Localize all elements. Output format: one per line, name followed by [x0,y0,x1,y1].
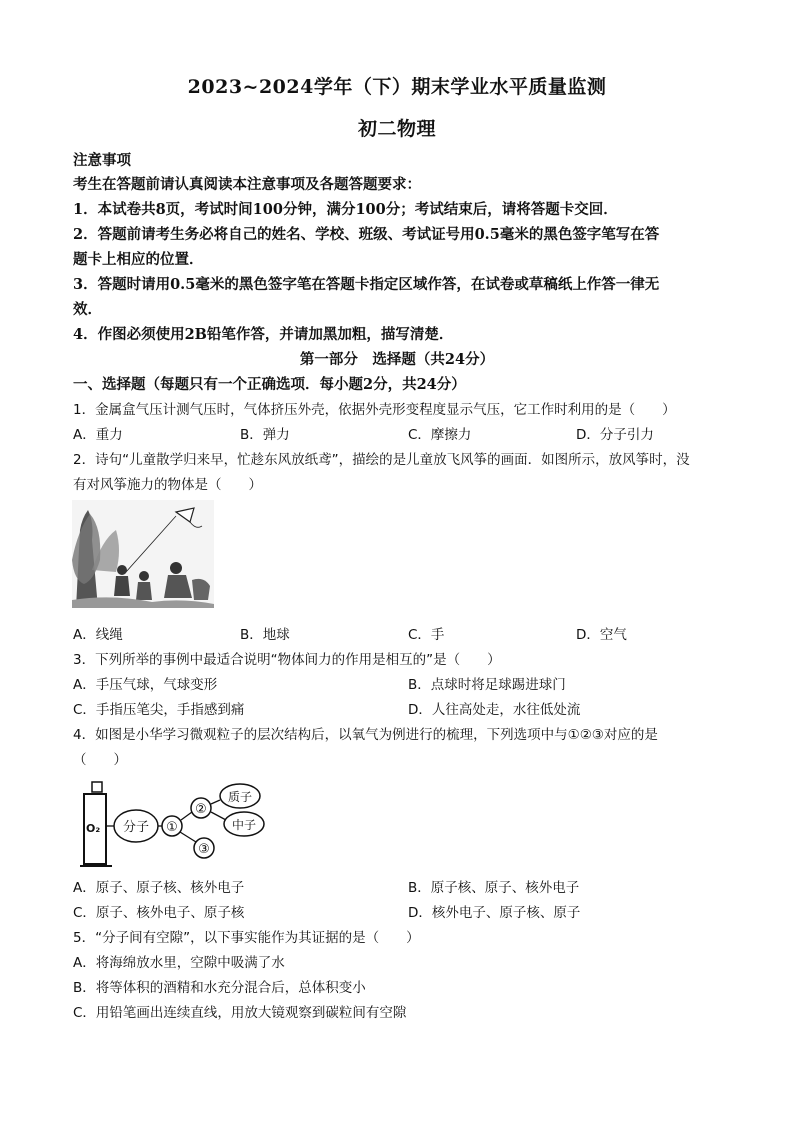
q4-stem-line2: （ ） [73,752,127,768]
notice-item-3: 3．答题时请用0.5毫米的黑色签字笔在答题卡指定区域作答，在试卷或草稿纸上作答一律无 [73,276,660,293]
notice-item-3-cont: 效． [73,301,102,318]
q5-option-c: C．用铅笔画出连续直线，用放大镜观察到碳粒间有空隙 [73,1005,407,1021]
q2-stem-line1: 2．诗句“儿童散学归来早，忙趁东风放纸鸢”，描绘的是儿童放飞风筝的画面．如图所示，放风筝时，没 [73,452,690,468]
q1-stem: 1．金属盒气压计测气压时，气体挤压外壳，依据外壳形变程度显示气压，它工作时利用的是（ ） [73,402,676,418]
q2-option-d: D．空气 [576,627,627,643]
exam-title: 2023~2024学年（下）期末学业水平质量监测 [187,76,607,98]
q5-option-b: B．将等体积的酒精和水充分混合后，总体积变小 [73,980,366,996]
q3-option-a: A．手压气球，气球变形 [73,677,218,693]
q3-option-c: C．手指压笔尖，手指感到痛 [73,702,245,718]
q4-stem-line1: 4．如图是小华学习微观粒子的层次结构后，以氧气为例进行的梳理，下列选项中与①②③对应的是 [73,727,658,743]
subject-title: 初二物理 [357,118,436,140]
q4-option-a: A．原子、原子核、核外电子 [73,880,245,896]
notice-item-2: 2．答题前请考生务必将自己的姓名、学校、班级、考试证号用0.5毫米的黑色签字笔写在答 [73,226,660,243]
neutron-label: 中子 [231,818,257,832]
proton-label: 质子 [227,790,253,804]
section-heading: 一、选择题（每题只有一个正确选项．每小题2分，共24分） [73,376,466,393]
molecule-label: 分子 [122,820,150,835]
bottle-label: O₂ [86,822,101,835]
q4-option-d: D．核外电子、原子核、原子 [408,905,581,921]
q3-option-d: D．人往高处走，水往低处流 [408,702,581,718]
circle-3-label: ③ [198,842,210,857]
q2-option-c: C．手 [408,627,445,643]
kite-flying-figure [72,500,214,608]
q4-option-b: B．原子核、原子、核外电子 [408,880,580,896]
q1-option-c: C．摩擦力 [408,427,472,443]
circle-2-label: ② [195,802,207,817]
q1-option-a: A．重力 [73,427,123,443]
q2-option-b: B．地球 [240,627,290,643]
circle-1-label: ① [166,820,178,835]
part1-heading: 第一部分 选择题（共24分） [299,351,495,368]
q3-option-b: B．点球时将足球踢进球门 [408,677,566,693]
q5-stem: 5．“分子间有空隙”，以下事实能作为其证据的是（ ） [73,930,420,946]
q1-option-d: D．分子引力 [576,427,654,443]
q3-stem: 3．下列所举的事例中最适合说明“物体间力的作用是相互的”是（ ） [73,652,501,668]
notice-heading: 注意事项 [73,152,131,169]
q1-option-b: B．弹力 [240,427,290,443]
q2-stem-line2: 有对风筝施力的物体是（ ） [73,477,262,493]
q4-option-c: C．原子、核外电子、原子核 [73,905,245,921]
notice-item-2-cont: 题卡上相应的位置． [73,251,204,268]
notice-item-4: 4．作图必须使用2B铅笔作答，并请加黑加粗，描写清楚． [73,326,454,343]
notice-intro: 考生在答题前请认真阅读本注意事项及各题答题要求： [73,176,421,193]
q2-option-a: A．线绳 [73,627,123,643]
particle-hierarchy-figure [80,780,270,870]
q5-option-a: A．将海绵放水里，空隙中吸满了水 [73,955,285,971]
notice-item-1: 1．本试卷共8页，考试时间100分钟，满分100分；考试结束后，请将答题卡交回． [73,201,618,218]
